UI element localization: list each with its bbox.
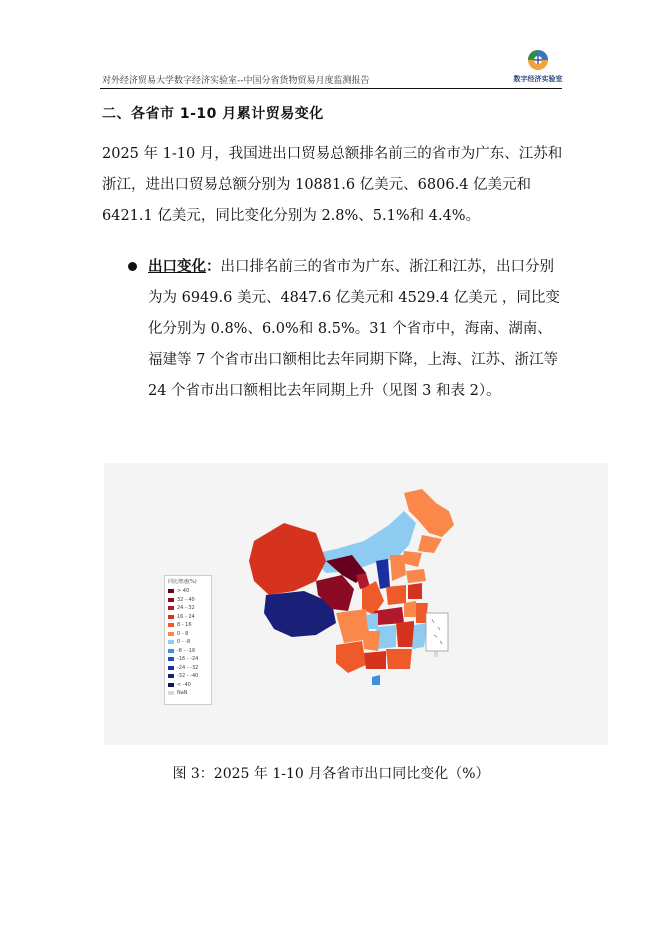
export-change-paragraph — [148, 251, 564, 407]
legend-swatch — [168, 683, 174, 687]
legend-item — [165, 655, 211, 664]
province-xinjiang — [249, 523, 326, 595]
legend-label: -16 - -24 — [177, 656, 199, 663]
legend-swatch — [168, 657, 174, 661]
province-chongqing — [366, 613, 378, 629]
bullet-icon — [128, 262, 137, 271]
map-legend — [164, 575, 212, 705]
legend-swatch — [168, 649, 174, 653]
province-henan — [386, 585, 406, 605]
export-change-text: 出口排名前三的省市为广东、浙江和江苏，出口分别为为 6949.6 美元、4847.6 亿美元和 4529.4 亿美元 ，同比变化分别为 0.8%、6.0%和 8.5%。31 个省市中，海南、湖南、福建等 7 个省市出口额相比去年同期下降，上海、江苏、浙江等 24 个省市出口额相比去年同期上升（见图 3 和表 2）。 — [148, 259, 560, 399]
legend-swatch — [168, 623, 174, 627]
lab-logo-text: 数字经济实验室 — [513, 75, 563, 83]
legend-label: -24 - -32 — [177, 664, 199, 671]
province-jiangxi — [396, 621, 414, 647]
legend-swatch — [168, 666, 174, 670]
legend-item — [165, 630, 211, 639]
province-jiangsu — [408, 583, 422, 599]
report-header-title: 对外经济贸易大学数字经济实验室--中国分省货物贸易月度监测报告 — [102, 76, 370, 86]
legend-item — [165, 638, 211, 647]
province-anhui — [404, 601, 416, 617]
south-china-sea-inset — [426, 613, 448, 651]
legend-item — [165, 647, 211, 656]
province-yunnan — [336, 641, 366, 673]
export-change-lead: 出口变化 — [148, 259, 206, 275]
province-guangdong — [386, 649, 412, 669]
legend-item — [165, 621, 211, 630]
province-liaoning — [402, 551, 422, 567]
legend-label: -32 - -40 — [177, 673, 199, 680]
province-shanxi — [376, 559, 390, 589]
province-guizhou — [362, 631, 380, 651]
legend-swatch — [168, 589, 174, 593]
figure-caption: 图 3：2025 年 1-10 月各省市出口同比变化（%） — [172, 766, 490, 782]
header-rule — [100, 88, 562, 89]
legend-label: 16 - 24 — [177, 613, 195, 620]
legend-swatch — [168, 632, 174, 636]
section-title: 二、各省市 1-10 月累计贸易变化 — [102, 106, 324, 122]
legend-label: 24 - 32 — [177, 605, 195, 612]
legend-item — [165, 672, 211, 681]
province-guangxi — [364, 651, 386, 669]
legend-label: 0 - 8 — [177, 630, 189, 637]
legend-swatch — [168, 691, 174, 695]
province-shandong — [406, 569, 426, 583]
legend-label: < -40 — [177, 681, 191, 688]
legend-item — [165, 689, 211, 698]
legend-title: 同比增速(%) — [168, 579, 197, 585]
legend-item — [165, 604, 211, 613]
legend-swatch — [168, 606, 174, 610]
legend-label: NaN — [177, 690, 188, 697]
legend-swatch — [168, 615, 174, 619]
legend-label: 8 - 16 — [177, 622, 192, 629]
legend-item — [165, 596, 211, 605]
legend-swatch — [168, 598, 174, 602]
legend-swatch — [168, 674, 174, 678]
legend-swatch — [168, 640, 174, 644]
legend-item — [165, 613, 211, 622]
legend-label: 0 - -8 — [177, 639, 191, 646]
legend-label: > 40 — [177, 588, 190, 595]
export-change-colon: ： — [206, 258, 221, 275]
legend-item — [165, 664, 211, 673]
legend-label: -8 - -16 — [177, 647, 196, 654]
province-hebei — [390, 555, 406, 581]
legend-item — [165, 587, 211, 596]
province-hainan — [372, 675, 380, 685]
province-hubei — [374, 607, 404, 625]
china-export-map — [104, 463, 608, 745]
legend-item — [165, 681, 211, 690]
intro-paragraph: 2025 年 1-10 月，我国进出口贸易总额排名前三的省市为广东、江苏和浙江，进出口贸易总额分别为 10881.6 亿美元、6806.4 亿美元和6421.1 亿美元，同比变化分别为 2.8%、5.1%和 4.4%。 — [102, 146, 563, 224]
legend-label: 32 - 40 — [177, 596, 195, 603]
province-jilin — [418, 535, 442, 553]
